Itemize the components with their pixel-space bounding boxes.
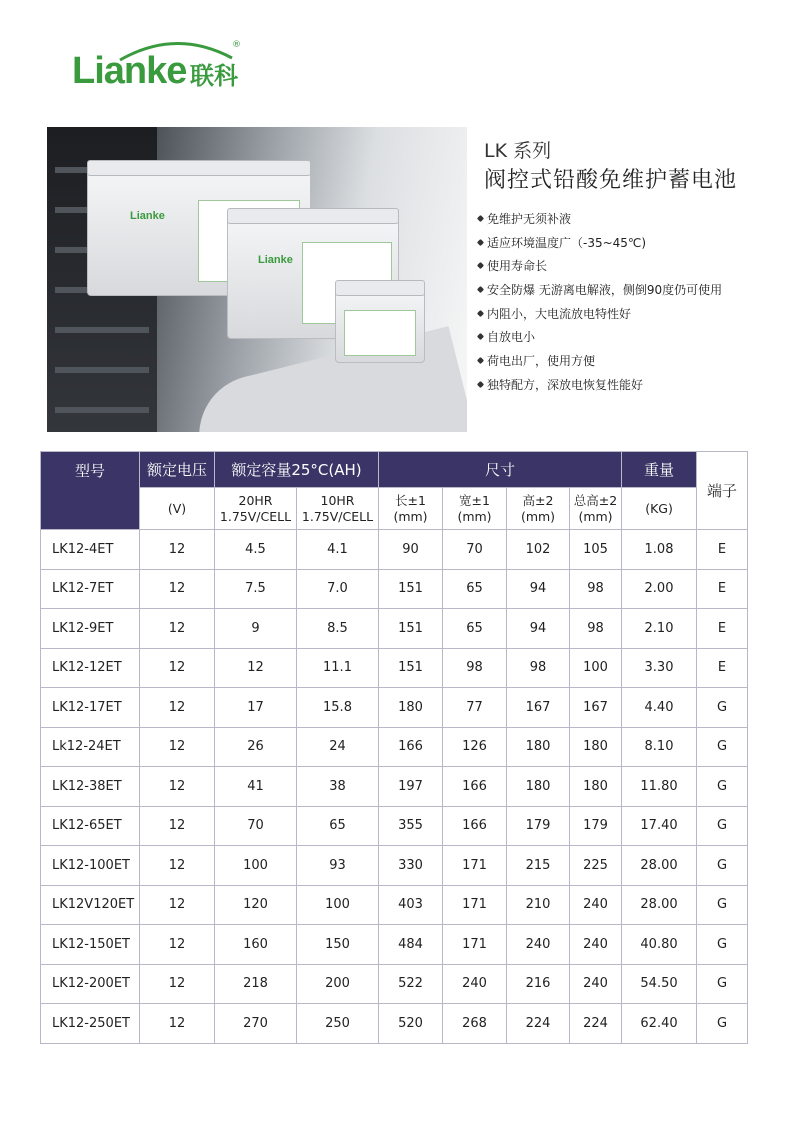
cell-model: LK12-9ET: [41, 609, 140, 649]
cell-terminal: G: [697, 964, 748, 1004]
registered-mark: ®: [232, 40, 241, 50]
table-row: [41, 530, 748, 570]
cell-capacity-10hr: 65: [297, 806, 379, 846]
cell-length: 520: [379, 1004, 443, 1044]
cell-capacity-10hr: 8.5: [297, 609, 379, 649]
cell-voltage: 12: [140, 569, 215, 609]
cell-terminal: G: [697, 925, 748, 965]
cell-height: 102: [507, 530, 570, 570]
cell-voltage: 12: [140, 885, 215, 925]
cell-width: 166: [443, 767, 507, 807]
cell-terminal: E: [697, 648, 748, 688]
cell-terminal: G: [697, 846, 748, 886]
brand-logo: [72, 36, 252, 96]
cell-voltage: 12: [140, 925, 215, 965]
cell-total-height: 180: [570, 767, 622, 807]
battery-small: [335, 289, 425, 363]
cell-length: 151: [379, 609, 443, 649]
spec-table: [40, 451, 748, 1044]
cell-height: 180: [507, 727, 570, 767]
table-subheader-row: [41, 488, 748, 530]
feature-item: 内阻小，大电流放电特性好: [476, 303, 722, 327]
cell-total-height: 240: [570, 885, 622, 925]
cell-model: LK12-100ET: [41, 846, 140, 886]
table-row: [41, 846, 748, 886]
cell-capacity-10hr: 150: [297, 925, 379, 965]
cell-length: 180: [379, 688, 443, 728]
cell-terminal: G: [697, 767, 748, 807]
cell-weight: 62.40: [622, 1004, 697, 1044]
bullet-icon: [477, 381, 484, 388]
subheader-cell: 10HR 1.75V/CELL: [297, 488, 379, 530]
cell-voltage: 12: [140, 806, 215, 846]
cell-height: 240: [507, 925, 570, 965]
cell-terminal: G: [697, 806, 748, 846]
cell-width: 171: [443, 885, 507, 925]
feature-item: 安全防爆 无游离电解液，侧倒90度仍可使用: [476, 279, 722, 303]
header-capacity: 额定容量25°C(AH): [215, 452, 379, 488]
cell-total-height: 180: [570, 727, 622, 767]
cell-capacity-20hr: 26: [215, 727, 297, 767]
feature-list: [476, 208, 722, 398]
cell-weight: 11.80: [622, 767, 697, 807]
table-header-row: [41, 452, 748, 488]
cell-total-height: 224: [570, 1004, 622, 1044]
cell-length: 355: [379, 806, 443, 846]
series-title: LK 系列: [484, 140, 552, 162]
cell-length: 90: [379, 530, 443, 570]
table-row: [41, 688, 748, 728]
header-voltage: 额定电压: [140, 452, 215, 488]
cell-width: 77: [443, 688, 507, 728]
cell-capacity-20hr: 100: [215, 846, 297, 886]
cell-terminal: G: [697, 1004, 748, 1044]
cell-total-height: 98: [570, 609, 622, 649]
cell-total-height: 105: [570, 530, 622, 570]
cell-terminal: G: [697, 885, 748, 925]
cell-capacity-20hr: 120: [215, 885, 297, 925]
cell-voltage: 12: [140, 648, 215, 688]
cell-weight: 1.08: [622, 530, 697, 570]
cell-total-height: 98: [570, 569, 622, 609]
cell-model: Lk12-24ET: [41, 727, 140, 767]
cell-capacity-20hr: 270: [215, 1004, 297, 1044]
cell-total-height: 240: [570, 964, 622, 1004]
cell-height: 224: [507, 1004, 570, 1044]
cell-length: 151: [379, 648, 443, 688]
cell-weight: 4.40: [622, 688, 697, 728]
cell-width: 171: [443, 846, 507, 886]
cell-weight: 2.10: [622, 609, 697, 649]
cell-terminal: G: [697, 688, 748, 728]
cell-model: LK12-200ET: [41, 964, 140, 1004]
cell-weight: 28.00: [622, 846, 697, 886]
battery-medium: Lianke: [227, 217, 399, 339]
cell-width: 70: [443, 530, 507, 570]
table-row: [41, 648, 748, 688]
cell-width: 65: [443, 609, 507, 649]
product-title: 阀控式铅酸免维护蓄电池: [484, 168, 738, 193]
cell-width: 126: [443, 727, 507, 767]
cell-model: LK12-38ET: [41, 767, 140, 807]
table-row: [41, 609, 748, 649]
cell-weight: 17.40: [622, 806, 697, 846]
cell-voltage: 12: [140, 530, 215, 570]
cell-weight: 40.80: [622, 925, 697, 965]
cell-width: 268: [443, 1004, 507, 1044]
cell-width: 171: [443, 925, 507, 965]
cell-model: LK12-65ET: [41, 806, 140, 846]
subheader-cell: 长±1 (mm): [379, 488, 443, 530]
cell-length: 330: [379, 846, 443, 886]
cell-height: 179: [507, 806, 570, 846]
cell-model: LK12V120ET: [41, 885, 140, 925]
cell-width: 65: [443, 569, 507, 609]
cell-capacity-20hr: 9: [215, 609, 297, 649]
feature-item: 适应环境温度广（-35~45℃): [476, 232, 722, 256]
cell-capacity-20hr: 4.5: [215, 530, 297, 570]
cell-capacity-10hr: 11.1: [297, 648, 379, 688]
feature-item: 荷电出厂，使用方便: [476, 350, 722, 374]
cell-capacity-10hr: 38: [297, 767, 379, 807]
cell-capacity-10hr: 4.1: [297, 530, 379, 570]
cell-weight: 54.50: [622, 964, 697, 1004]
cell-voltage: 12: [140, 1004, 215, 1044]
subheader-cell: 总高±2 (mm): [570, 488, 622, 530]
table-row: [41, 569, 748, 609]
feature-item: 自放电小: [476, 326, 722, 350]
cell-total-height: 225: [570, 846, 622, 886]
cell-model: LK12-150ET: [41, 925, 140, 965]
bullet-icon: [477, 239, 484, 246]
cell-capacity-20hr: 160: [215, 925, 297, 965]
cell-weight: 28.00: [622, 885, 697, 925]
cell-model: LK12-17ET: [41, 688, 140, 728]
bullet-icon: [477, 215, 484, 222]
cell-length: 522: [379, 964, 443, 1004]
logo-chinese-text: 联科: [190, 62, 238, 90]
cell-length: 403: [379, 885, 443, 925]
cell-capacity-20hr: 17: [215, 688, 297, 728]
cell-capacity-10hr: 100: [297, 885, 379, 925]
cell-total-height: 167: [570, 688, 622, 728]
cell-height: 210: [507, 885, 570, 925]
table-row: [41, 767, 748, 807]
cell-capacity-20hr: 7.5: [215, 569, 297, 609]
cell-capacity-10hr: 7.0: [297, 569, 379, 609]
cell-capacity-20hr: 41: [215, 767, 297, 807]
header-terminal: 端子: [697, 452, 748, 530]
cell-capacity-10hr: 250: [297, 1004, 379, 1044]
header-weight: 重量: [622, 452, 697, 488]
subheader-cell: 宽±1 (mm): [443, 488, 507, 530]
cell-terminal: E: [697, 530, 748, 570]
cell-capacity-10hr: 93: [297, 846, 379, 886]
header-model: 型号: [41, 452, 140, 530]
feature-item: 使用寿命长: [476, 255, 722, 279]
battery-large: Lianke: [87, 169, 311, 296]
cell-capacity-10hr: 200: [297, 964, 379, 1004]
cell-length: 197: [379, 767, 443, 807]
cell-total-height: 179: [570, 806, 622, 846]
bullet-icon: [477, 333, 484, 340]
bullet-icon: [477, 357, 484, 364]
cell-height: 167: [507, 688, 570, 728]
cell-weight: 8.10: [622, 727, 697, 767]
bullet-icon: [477, 262, 484, 269]
logo-arc-icon: [116, 36, 236, 62]
feature-item: 免维护无须补液: [476, 208, 722, 232]
table-row: [41, 925, 748, 965]
table-row: [41, 885, 748, 925]
cell-capacity-20hr: 218: [215, 964, 297, 1004]
cell-terminal: G: [697, 727, 748, 767]
cell-weight: 3.30: [622, 648, 697, 688]
cell-model: LK12-7ET: [41, 569, 140, 609]
cell-model: LK12-4ET: [41, 530, 140, 570]
cell-terminal: E: [697, 569, 748, 609]
cell-weight: 2.00: [622, 569, 697, 609]
feature-item: 独特配方，深放电恢复性能好: [476, 374, 722, 398]
cell-voltage: 12: [140, 767, 215, 807]
cell-voltage: 12: [140, 964, 215, 1004]
cell-height: 216: [507, 964, 570, 1004]
cell-width: 240: [443, 964, 507, 1004]
cell-voltage: 12: [140, 846, 215, 886]
cell-height: 94: [507, 609, 570, 649]
cell-height: 180: [507, 767, 570, 807]
cell-height: 98: [507, 648, 570, 688]
cell-capacity-10hr: 15.8: [297, 688, 379, 728]
cell-model: LK12-12ET: [41, 648, 140, 688]
cell-capacity-10hr: 24: [297, 727, 379, 767]
cell-terminal: E: [697, 609, 748, 649]
cell-voltage: 12: [140, 727, 215, 767]
cell-total-height: 240: [570, 925, 622, 965]
cell-length: 151: [379, 569, 443, 609]
subheader-cell: 20HR 1.75V/CELL: [215, 488, 297, 530]
subheader-cell: 高±2 (mm): [507, 488, 570, 530]
bullet-icon: [477, 286, 484, 293]
table-row: [41, 964, 748, 1004]
cell-model: LK12-250ET: [41, 1004, 140, 1044]
header-dimensions: 尺寸: [379, 452, 622, 488]
cell-length: 166: [379, 727, 443, 767]
product-photo: [47, 127, 467, 432]
cell-width: 166: [443, 806, 507, 846]
table-row: [41, 806, 748, 846]
table-row: [41, 1004, 748, 1044]
cell-width: 98: [443, 648, 507, 688]
cell-voltage: 12: [140, 609, 215, 649]
cell-height: 215: [507, 846, 570, 886]
subheader-cell: (V): [140, 488, 215, 530]
cell-height: 94: [507, 569, 570, 609]
cell-capacity-20hr: 70: [215, 806, 297, 846]
cell-length: 484: [379, 925, 443, 965]
logo-text: Lianke: [72, 50, 187, 92]
bullet-icon: [477, 310, 484, 317]
cell-total-height: 100: [570, 648, 622, 688]
cell-voltage: 12: [140, 688, 215, 728]
subheader-cell: (KG): [622, 488, 697, 530]
cell-capacity-20hr: 12: [215, 648, 297, 688]
table-body: [41, 530, 748, 1044]
table-row: [41, 727, 748, 767]
